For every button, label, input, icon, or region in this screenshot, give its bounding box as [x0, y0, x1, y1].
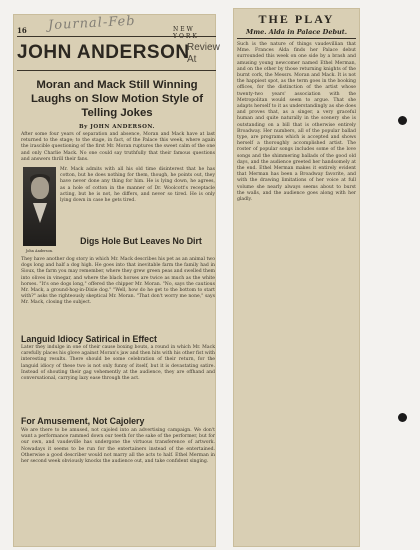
review-body: Such is the nature of things vaudevillian that Mme. Frances Alda finds her Palace debut surrounded this week on one side by a brash and amusing young newcomer named Ethel Merman, and on the other by those returning knights of the burnt cork, the Messrs. Moran and Mack. It is not the happiest spot, as the term goes in the booking offices, for the distinction of the artist whose twenty-two years' association with the Metropolitan would seem to argue. That she adapts herself to it as understandingly as she does and proves that, as a singer, a very graceful human and quite naturally in the scenery she is outstanding on a bill that is otherwise entirely Broadway. Her numbers, all of the popular ballad type, are programs which is accepted and shows herself a thoroughly accomplished artist. The roster of popular songs includes some of the love songs and the shimmering ballads of the good old days, and the audience greeted her handsomely at the end. Ethel Merman makes it entirely evident that Merman has been a Broadway favorite, and with the drawing limitations of her voice at full volume she nearly always seems about to burst the walls, and the audience goes along with her gladly. [237, 42, 356, 203]
author-photo [23, 167, 56, 246]
column-fragment: Review At [187, 42, 220, 65]
right-clipping [233, 8, 360, 547]
body-paragraph: They have another dog story in which Mr. Mack describes his pet as an animal two dogs long and half a dog high. He goes into that inevitable farm the family had in Sioux, the farm you may remember, where they grew green peas and swelled them into olives in vinegar, and where the black horses are twice as much as the white horses. "It's one dogs long," offered the chipper Mr. Moran. "No, says the cautious Mr. Mack, a ground-hog-in-Dixie dog." "Well, how do he get to the bottom to start with?" asks the righteously skeptical Mr. Moran. "That don't worry me none," says Mr. Mack, closing the subject. [21, 257, 215, 306]
divider [237, 38, 356, 39]
photo-caption: John Anderson. [25, 249, 54, 253]
body-paragraph: Mr. Mack admits with all his old time disinterest that he has cotton, but he does nothing for them, though, he points out, they have never done any thing for him. He is lying down, he agrees, as a hole of cotton in the manner of Dr. Woolcott's receptacle acting, but he is not, he differs, and never so tired. He is only lying down in case he gets tired. [60, 167, 215, 204]
punch-hole [398, 413, 407, 422]
intro-paragraph: After some four years of separation and absence, Moran and Mack have at last returned to the stage; to the stage, in fact, of the Palace this week, where again the irascible questioning of the first Mr. Moran ruptures the sweet calm of the one and only Charlie Mack. No one could say truthfully that their famous questions and answers thrill their fans. [21, 132, 215, 162]
paper-name: NEW YORK [173, 26, 199, 40]
punch-hole [398, 116, 407, 125]
byline: By JOHN ANDERSON. [79, 124, 155, 130]
column-title: THE PLAY [258, 12, 335, 26]
subheading: Digs Hole But Leaves No Dirt [80, 236, 202, 246]
subheading: Languid Idiocy Satirical in Effect [21, 334, 157, 344]
divider [17, 70, 216, 71]
handwritten-note: Journal-Feb [47, 13, 136, 34]
left-clipping [13, 13, 220, 547]
subheading: For Amusement, Not Cajolery [21, 416, 145, 426]
divider [17, 36, 216, 37]
body-paragraph: We are there to be amused, not cajoled into an advertising campaign. We don't want a performance rammed down our teeth for the sake of the performer, but for our own, and vaudeville has undergone the virtuous transference of artwork. Nowadays it seems to be run for the entertainers instead of the entertained. Otherwise a good describer would not marry all the acts to half. Ethel Merman in her second week obviously knocks the audience out, and take confident singing. [21, 428, 215, 465]
column-subtitle: Mme. Alda in Palace Debut. [246, 28, 347, 36]
body-paragraph: Later they indulge in one of their cause boxing bouts, a round in which Mr. Mack carefully places his glove against Moran's jaw and then hits with his other fist with interesting results. There should be some celebration of their return, for the languid idiocy of these two is not only funny of itself, but it is devastating satire. Instead of shouting their gag vehemently at the audience, they are offhand and conversational, carrying lazy ease through the act. [21, 345, 215, 382]
headline: Moran and Mack Still Winning Laughs on Slow Motion Style of Telling Jokes [30, 79, 204, 119]
columnist-name: JOHN ANDERSON [17, 42, 190, 63]
page-number: 16 [17, 26, 27, 35]
